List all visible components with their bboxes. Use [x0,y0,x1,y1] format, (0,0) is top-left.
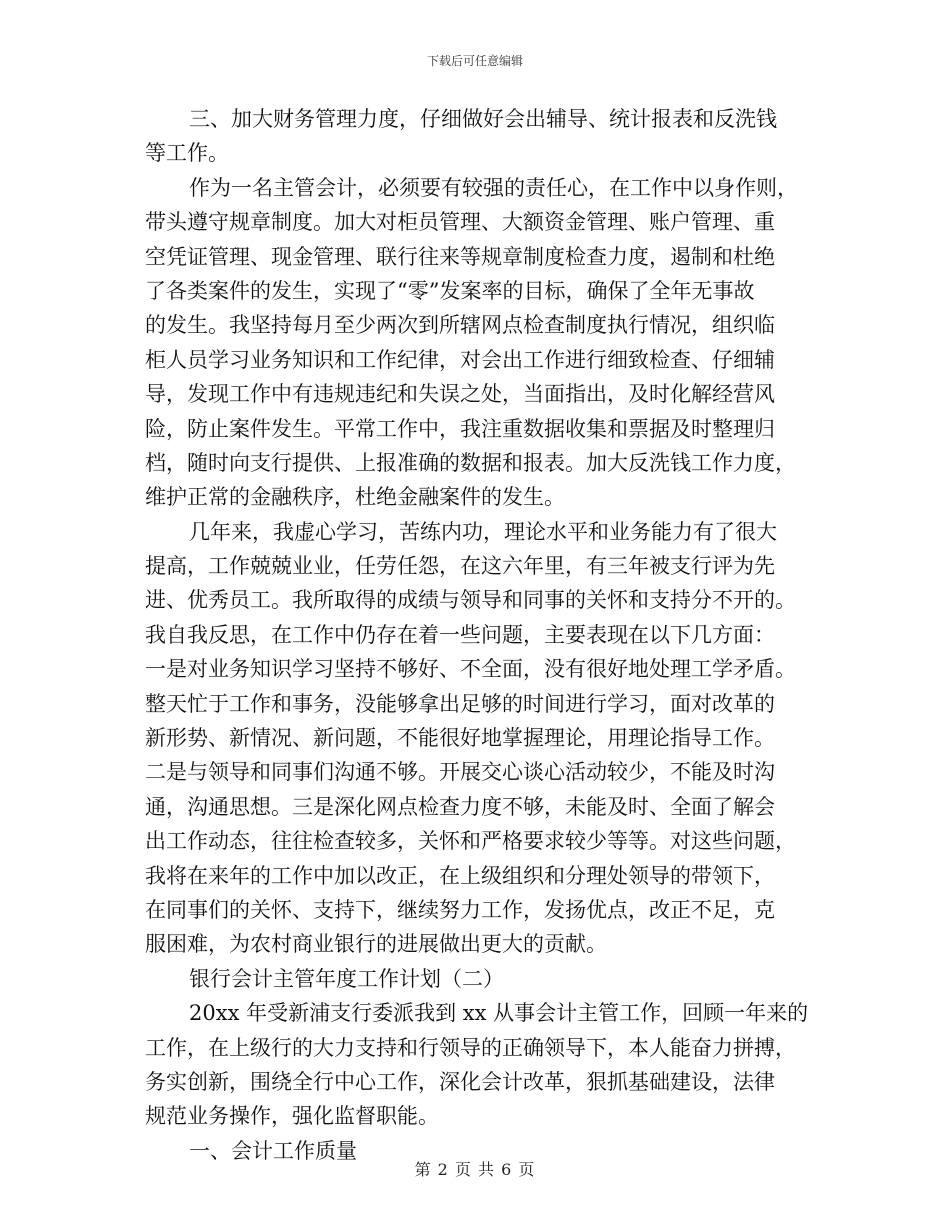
text-line: 带头遵守规章制度。加大对柜员管理、大额资金管理、账户管理、重 [145,210,775,235]
text-line: 出工作动态，往往检查较多，关怀和严格要求较少等等。对这些问题， [145,829,796,854]
text-line: 三、加大财务管理力度，仔细做好会出辅导、统计报表和反洗钱 [189,107,777,131]
text-line: 了各类案件的发生，实现了“零”发案率的目标，确保了全年无事故 [145,278,755,303]
text-line: 一、会计工作质量 [189,1138,357,1163]
text-line: 等工作。 [145,141,229,166]
text-line: 整天忙于工作和事务，没能够拿出足够的时间进行学习，面对改革的 [145,691,775,716]
text-line: 20xx 年受新浦支行委派我到 xx 从事会计主管工作，回顾一年来的 [189,1001,809,1026]
page-header: 下载后可任意编辑 [426,54,523,68]
text-line: 的发生。我坚持每月至少两次到所辖网点检查制度执行情况，组织临 [145,313,775,338]
text-line: 空凭证管理、现金管理、联行往来等规章制度检查力度，遏制和杜绝 [145,244,775,269]
text-line: 在同事们的关怀、支持下，继续努力工作，发扬优点，改正不足，克 [145,897,775,922]
text-line: 档，随时向支行提供、上报准确的数据和报表。加大反洗钱工作力度， [145,450,796,475]
text-line: 服困难，为农村商业银行的进展做出更大的贡献。 [145,932,607,957]
text-line: 险，防止案件发生。平常工作中，我注重数据收集和票据及时整理归 [145,416,775,441]
page-footer: 第 2 页 共 6 页 [414,1160,536,1179]
document-body [145,102,807,1168]
text-line: 通，沟通思想。三是深化网点检查力度不够，未能及时、全面了解会 [145,794,775,819]
text-line: 作为一名主管会计，必须要有较强的责任心，在工作中以身作则， [189,175,798,200]
text-line: 进、优秀员工。我所取得的成绩与领导和同事的关怀和支持分不开的。 [145,588,796,613]
text-line: 二是与领导和同事们沟通不够。开展交心谈心活动较少，不能及时沟 [145,760,775,785]
text-line: 维护正常的金融秩序，杜绝金融案件的发生。 [145,485,565,510]
text-line: 柜人员学习业务知识和工作纪律，对会出工作进行细致检查、仔细辅 [145,347,775,372]
text-line: 规范业务操作，强化监督职能。 [145,1104,439,1129]
text-line: 几年来，我虚心学习，苦练内功，理论水平和业务能力有了很大 [189,519,777,544]
text-line: 务实创新，围绕全行中心工作，深化会计改革，狠抓基础建设，法律 [145,1069,775,1094]
text-line: 我自我反思，在工作中仍存在着一些问题，主要表现在以下几方面： [145,622,775,647]
text-line: 我将在来年的工作中加以改正，在上级组织和分理处领导的带领下， [145,863,775,888]
text-line: 一是对业务知识学习坚持不够好、不全面，没有很好地处理工学矛盾。 [145,657,796,682]
text-line: 新形势、新情况、新问题，不能很好地掌握理论，用理论指导工作。 [145,726,775,751]
text-line: 提高，工作兢兢业业，任劳任怨，在这六年里，有三年被支行评为先 [145,554,775,579]
text-line: 银行会计主管年度工作计划（二） [189,966,504,991]
text-line: 工作，在上级行的大力支持和行领导的正确领导下，本人能奋力拼搏， [145,1035,796,1060]
text-line: 导，发现工作中有违规违纪和失误之处，当面指出，及时化解经营风 [145,382,775,407]
